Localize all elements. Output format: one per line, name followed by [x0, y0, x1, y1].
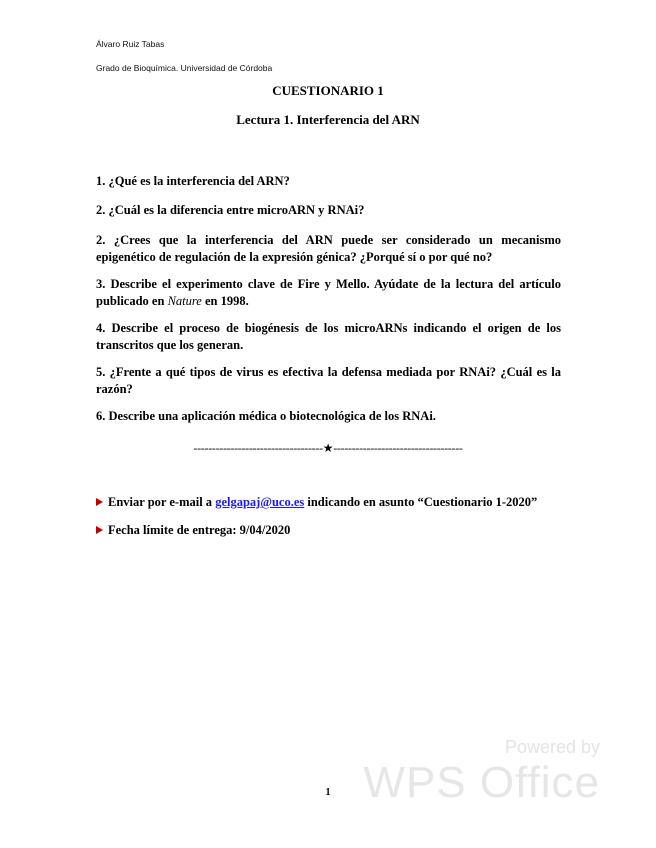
deadline-instruction — [96, 523, 290, 538]
question-3-text: 3. Describe el experimento clave de Fire y Mello. Ayúdate de la lectura del artículo publicado en — [96, 277, 561, 308]
header-program: Grado de Bioquímica. Universidad de Córdoba — [96, 63, 273, 73]
watermark-brand: WPS Office — [363, 758, 600, 805]
question-5: 5. ¿Frente a qué tipos de virus es efectiva la defensa mediada por RNAi? ¿Cuál es la razón? — [96, 365, 561, 396]
document-subtitle: Lectura 1. Interferencia del ARN — [236, 112, 420, 127]
email-link[interactable]: gelgapaj@uco.es — [215, 495, 305, 509]
deadline-text: Fecha límite de entrega: 9/04/2020 — [108, 523, 291, 537]
question-6: 6. Describe una aplicación médica o biotecnológica de los RNAi. — [96, 409, 436, 423]
red-arrow-icon — [96, 498, 103, 506]
send-suffix: indicando en asunto “Cuestionario 1-2020” — [304, 495, 538, 509]
question-2: 2. ¿Cuál es la diferencia entre microARN y RNAi? — [96, 203, 365, 217]
send-prefix: Enviar por e-mail a — [108, 495, 216, 509]
separator-line: -----------------------------------★----------------------------------- — [193, 441, 463, 455]
question-1: 1. ¿Qué es la interferencia del ARN? — [96, 174, 290, 188]
question-2b: 2. ¿Crees que la interferencia del ARN puede ser considerado un mecanismo epigenético de regulación de la expresión génica? ¿Porqué sí o por qué no? — [96, 233, 561, 264]
document-title: CUESTIONARIO 1 — [272, 83, 384, 98]
watermark-powered-by: Powered by — [504, 737, 600, 757]
header-author: Álvaro Ruiz Tabas — [96, 39, 165, 49]
question-4: 4. Describe el proceso de biogénesis de los microARNs indicando el origen de los transcritos que los generan. — [96, 321, 561, 352]
question-3-journal: Nature — [167, 294, 202, 308]
red-arrow-icon — [96, 526, 103, 534]
send-instruction — [96, 495, 537, 510]
page-number: 1 — [325, 787, 331, 798]
question-3-end: en 1998. — [201, 294, 249, 308]
question-3 — [96, 276, 561, 310]
